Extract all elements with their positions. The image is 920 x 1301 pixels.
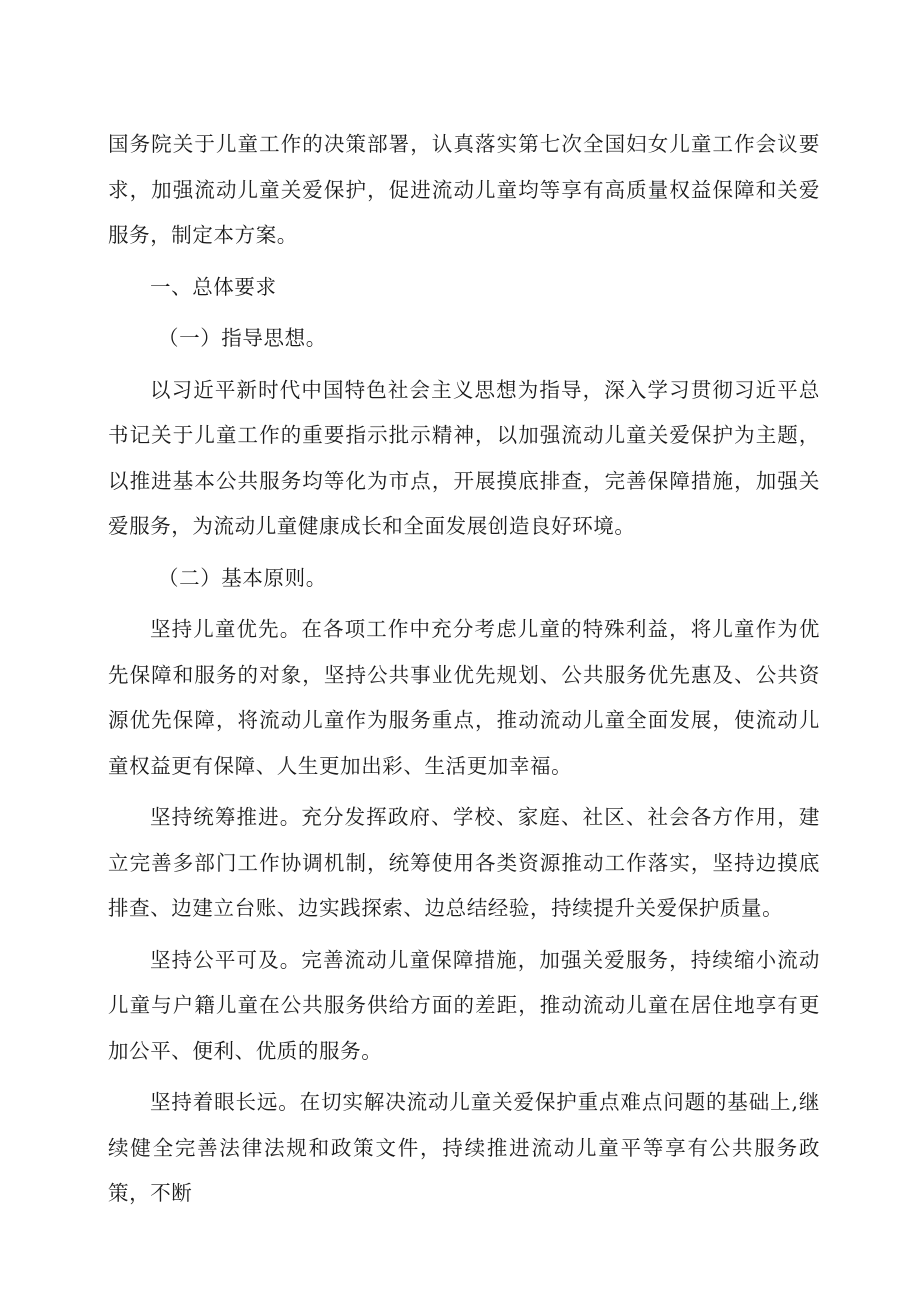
paragraph-principle-long-term: 坚持着眼长远。在切实解决流动儿童关爱保护重点难点问题的基础上,继续健全完善法律法规和政策文件，持续推进流动儿童平等享有公共服务政策，不断 xyxy=(108,1090,820,1205)
document-body xyxy=(108,122,820,1223)
subsection-heading-guiding-ideology: （一）指导思想。 xyxy=(158,326,327,350)
subsection-heading-basic-principles: （二）基本原则。 xyxy=(158,565,327,590)
paragraph-continuation: 国务院关于儿童工作的决策部署，认真落实第七次全国妇女儿童工作会议要求，加强流动儿童关爱保护，促进流动儿童均等享有高质量权益保障和关爱服务，制定本方案。 xyxy=(108,132,820,247)
paragraph-principle-children-first: 坚持儿童优先。在各项工作中充分考虑儿童的特殊利益，将儿童作为优先保障和服务的对象，坚持公共事业优先规划、公共服务优先惠及、公共资源优先保障，将流动儿童作为服务重点，推动流动儿童全面发展，使流动儿童权益更有保障、人生更加出彩、生活更加幸福。 xyxy=(108,617,820,778)
paragraph-guiding-ideology: 以习近平新时代中国特色社会主义思想为指导，深入学习贯彻习近平总书记关于儿童工作的重要指示批示精神，以加强流动儿童关爱保护为主题，以推进基本公共服务均等化为市点，开展摸底排查，完善保障措施，加强关爱服务，为流动儿童健康成长和全面发展创造良好环境。 xyxy=(108,377,820,538)
section-heading-general-requirements: 一、总体要求 xyxy=(150,274,277,299)
paragraph-principle-fair-access: 坚持公平可及。完善流动儿童保障措施，加强关爱服务，持续缩小流动儿童与户籍儿童在公共服务供给方面的差距，推动流动儿童在居住地享有更加公平、便利、优质的服务。 xyxy=(108,947,820,1063)
paragraph-principle-coordinated-advance: 坚持统筹推进。充分发挥政府、学校、家庭、社区、社会各方作用，建立完善多部门工作协调机制，统筹使用各类资源推动工作落实，坚持边摸底排查、边建立台账、边实践探索、边总结经验，持续提升关爱保护质量。 xyxy=(108,805,820,920)
